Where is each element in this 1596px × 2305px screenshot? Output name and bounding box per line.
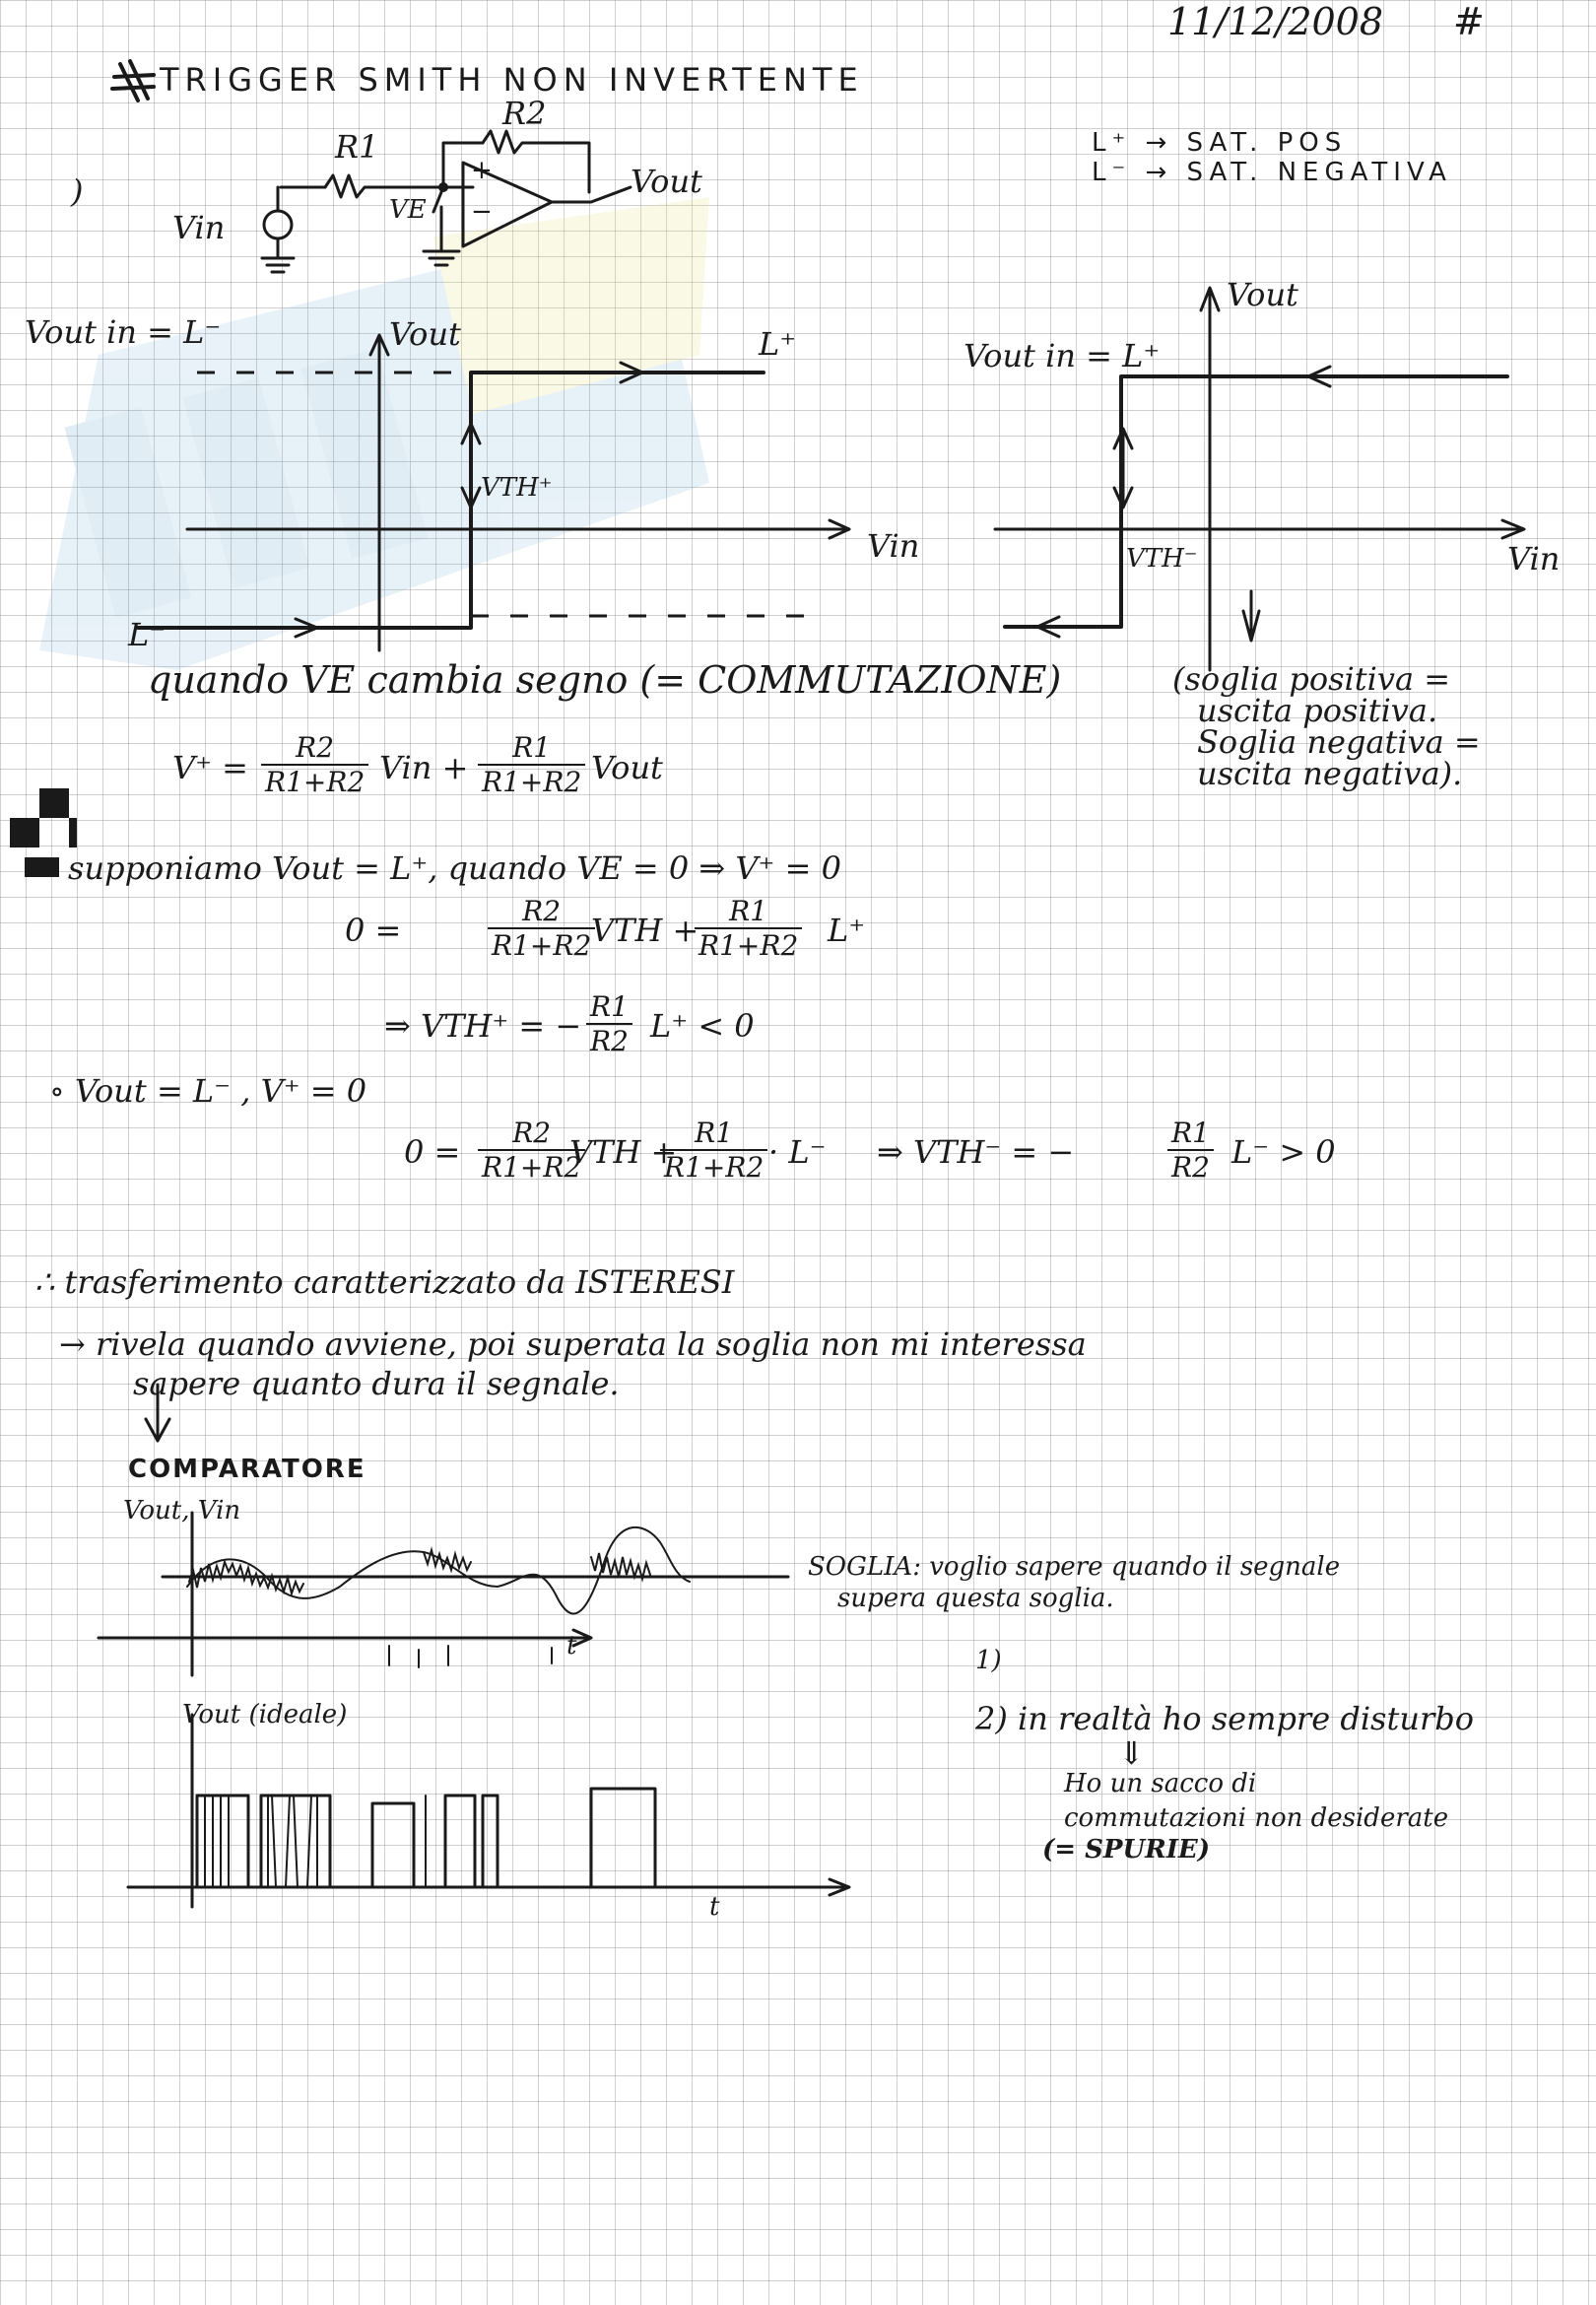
threshold-note-3: Soglia negativa =	[1197, 723, 1481, 761]
eq1-lhs: 0 =	[345, 912, 402, 949]
corner-mark: #	[1453, 0, 1485, 43]
circuit-bracket: )	[71, 172, 84, 210]
legend-lplus: L⁺ → SAT. POS	[1092, 128, 1348, 158]
vplus-f2-den: R1+R2	[482, 766, 582, 798]
point-one: 1)	[975, 1646, 1002, 1675]
result2-lhs: ⇒ VTH⁻ = −	[877, 1133, 1075, 1171]
suppose-line: • supponiamo Vout = L⁺, quando VE = 0 ⇒ V⁺ = 0	[39, 849, 841, 887]
threshold-note-4: uscita negativa).	[1197, 755, 1463, 792]
graph1-init-label: Vout in = L⁻	[25, 313, 222, 351]
eq1-tail: L⁺	[828, 912, 866, 949]
graph1-th-label: VTH⁺	[481, 473, 553, 503]
eq2-f2-num: R1	[660, 1117, 767, 1151]
many-switch-2: commutazioni non desiderate	[1064, 1803, 1449, 1833]
result2-f-num: R1	[1167, 1117, 1214, 1151]
threshold-note-2: uscita positiva.	[1197, 692, 1438, 729]
label-r1: R1	[335, 128, 379, 166]
vplus-tail: Vout	[591, 749, 663, 786]
label-vout-circuit: Vout	[631, 163, 702, 200]
graph1-lplus: L⁺	[759, 325, 797, 363]
eq2-tail: · L⁻	[768, 1133, 827, 1171]
result1-tail: L⁺ < 0	[650, 1007, 755, 1045]
eq2-f1-den: R1+R2	[482, 1151, 582, 1184]
hysteresis-line-1: ∴ trasferimento caratterizzato da ISTERESI	[34, 1263, 735, 1301]
vplus-mid: Vin +	[379, 749, 469, 786]
spurie-label: (= SPURIE)	[1042, 1835, 1211, 1864]
label-opamp-minus: −	[471, 197, 493, 227]
eq1-f1-num: R2	[488, 895, 595, 929]
result2-f-den: R2	[1171, 1151, 1210, 1184]
hysteresis-line-3: sapere quanto dura il segnale.	[133, 1365, 620, 1402]
graph1-lminus: L⁻	[128, 616, 166, 653]
switch-note: quando VE cambia segno (= COMMUTAZIONE)	[148, 658, 1062, 702]
vplus-f1-num: R2	[261, 731, 368, 766]
legend-lminus: L⁻ → SAT. NEGATIVA	[1092, 158, 1452, 187]
eq2-f2-den: R1+R2	[664, 1151, 765, 1184]
output-t-label: t	[709, 1892, 720, 1922]
case2-line: ∘ Vout = L⁻ , V⁺ = 0	[49, 1072, 367, 1110]
vout-ideale-label: Vout (ideale)	[182, 1700, 348, 1729]
point-two-arrow: ⇓	[1118, 1734, 1145, 1772]
threshold-note-1: (soglia positiva =	[1172, 660, 1451, 698]
vplus-lhs: V⁺ =	[172, 749, 248, 786]
vplus-f1-den: R1+R2	[265, 766, 366, 798]
label-r2: R2	[502, 95, 547, 132]
label-vin-circuit: Vin	[172, 209, 226, 246]
graph2-y-label: Vout	[1227, 276, 1298, 313]
soglia-line-1: SOGLIA: voglio sapere quando il segnale	[808, 1552, 1341, 1582]
eq2-mid: VTH +	[569, 1133, 678, 1171]
graph1-x-label: Vin	[867, 527, 920, 565]
eq2-f1-num: R2	[478, 1117, 585, 1151]
graph2-th-label: VTH⁻	[1126, 544, 1198, 574]
result1-f-num: R1	[586, 990, 632, 1025]
page-date: 11/12/2008	[1167, 0, 1384, 43]
vplus-f2-num: R1	[478, 731, 585, 766]
result1-f-den: R2	[590, 1025, 629, 1057]
eq1-f2-den: R1+R2	[698, 929, 799, 962]
many-switch-1: Ho un sacco di	[1064, 1769, 1257, 1798]
eq1-f1-den: R1+R2	[492, 929, 592, 962]
eq1-mid: VTH +	[591, 912, 699, 949]
eq1-f2-num: R1	[695, 895, 802, 929]
label-opamp-plus: +	[471, 156, 493, 185]
comparator-t-label: t	[566, 1631, 577, 1661]
page-title: TRIGGER SMITH NON INVERTENTE	[160, 61, 864, 99]
soglia-line-2: supera questa soglia.	[837, 1584, 1114, 1613]
point-two: 2) in realtà ho sempre disturbo	[975, 1700, 1474, 1737]
comparatore-axis-label: Vout, Vin	[123, 1496, 241, 1525]
graph1-y-label: Vout	[389, 315, 461, 353]
hysteresis-line-2: → rivela quando avviene, poi superata la soglia non mi interessa	[59, 1325, 1087, 1363]
eq2-lhs: 0 =	[404, 1133, 461, 1171]
comparatore-title: COMPARATORE	[128, 1455, 366, 1484]
graph2-x-label: Vin	[1507, 540, 1561, 577]
label-ve: VE	[389, 195, 427, 225]
result1-lhs: ⇒ VTH⁺ = −	[384, 1007, 582, 1045]
result2-tail: L⁻ > 0	[1231, 1133, 1336, 1171]
graph2-init-label: Vout in = L⁺	[964, 337, 1161, 374]
